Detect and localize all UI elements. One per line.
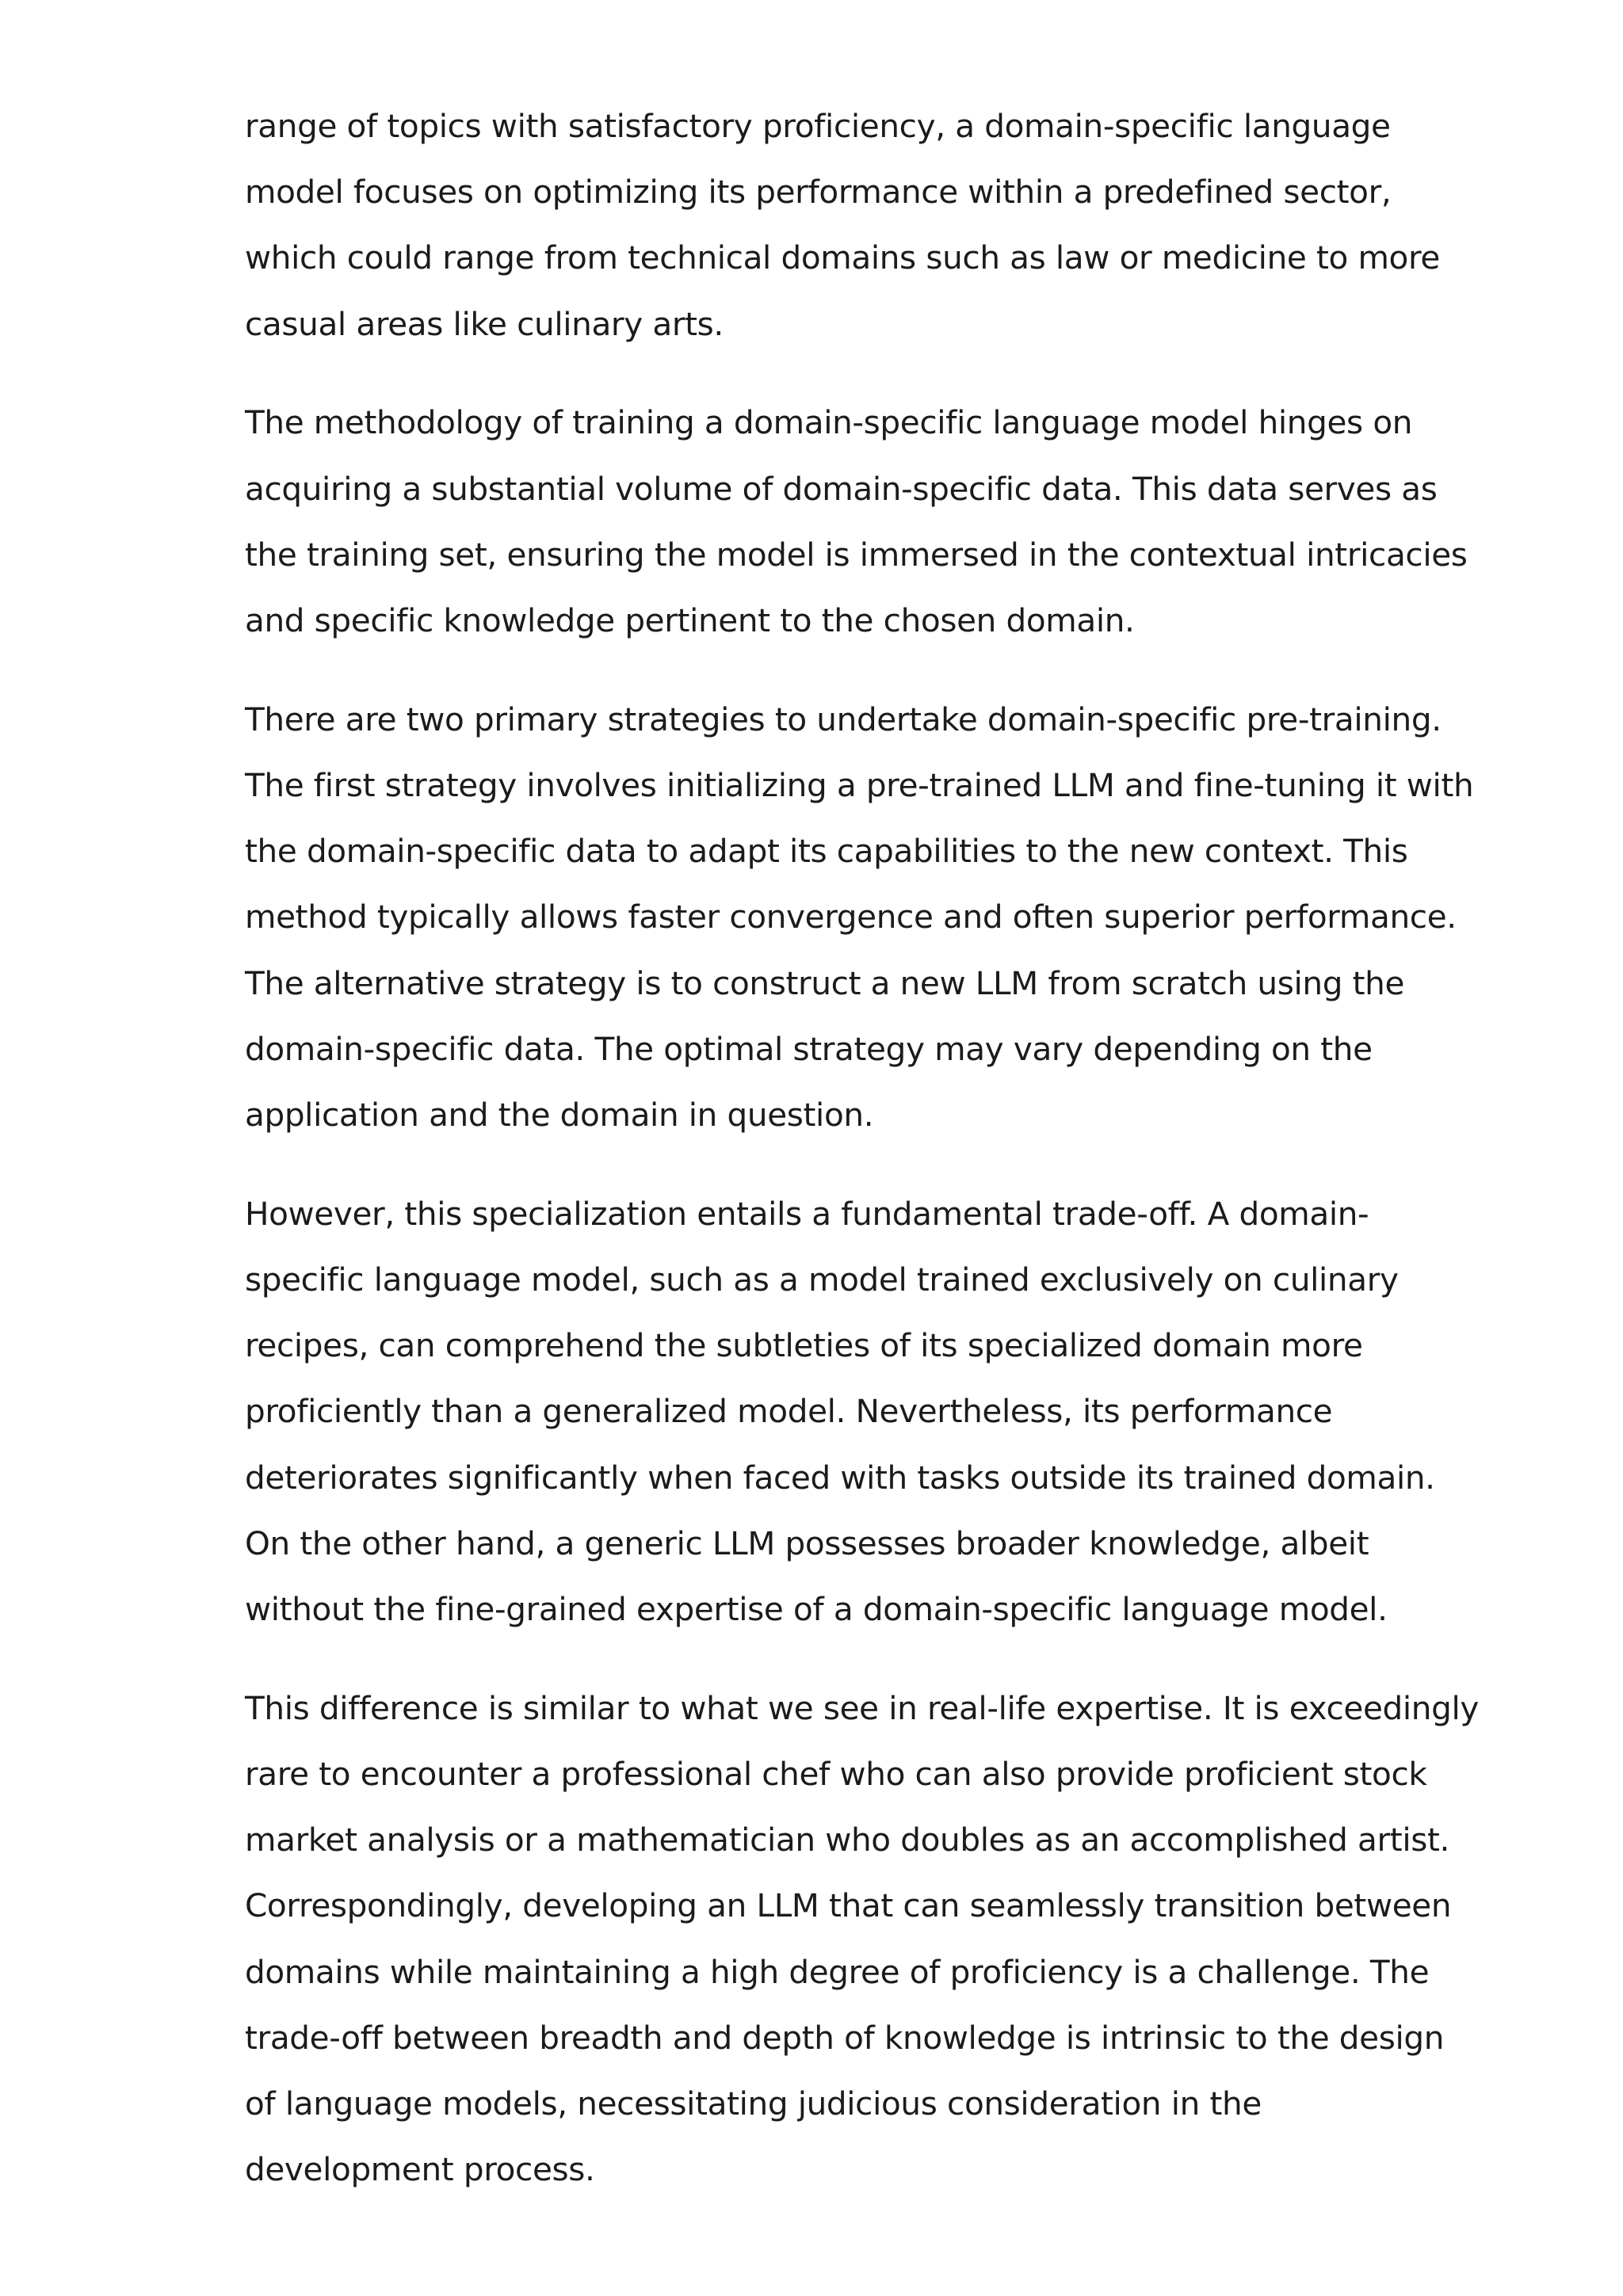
text-line: The first strategy involves initializing a pre-trained LLM and fine-tuning it with [245, 766, 1474, 805]
text-line: range of topics with satisfactory proficiency, a domain-specific language [245, 107, 1391, 145]
text-line: market analysis or a mathematician who doubles as an accomplished artist. [245, 1821, 1450, 1859]
text-line: without the fine-grained expertise of a domain-specific language model. [245, 1590, 1388, 1629]
text-line: acquiring a substantial volume of domain-specific data. This data serves as [245, 469, 1438, 508]
paragraph-real-life-expertise [245, 1676, 1479, 2203]
text-line: This difference is similar to what we see in real-life expertise. It is exceedingly [245, 1688, 1479, 1727]
text-line: The methodology of training a domain-specific language model hinges on [245, 403, 1413, 442]
text-line: trade-off between breadth and depth of knowledge is intrinsic to the design [245, 2018, 1445, 2057]
text-line: application and the domain in question. [245, 1096, 874, 1135]
text-line: casual areas like culinary arts. [245, 304, 724, 343]
paragraph-pretraining-strategies [245, 687, 1474, 1148]
text-line: method typically allows faster convergence and often superior performance. [245, 898, 1457, 936]
text-line: There are two primary strategies to undertake domain-specific pre-training. [245, 700, 1442, 738]
text-line: recipes, can comprehend the subtleties of its specialized domain more [245, 1326, 1363, 1365]
text-line: specific language model, such as a model trained exclusively on culinary [245, 1261, 1399, 1299]
paragraph-training-methodology [245, 390, 1468, 654]
text-line: of language models, necessitating judicious consideration in the [245, 2084, 1262, 2123]
text-line: proficiently than a generalized model. Nevertheless, its performance [245, 1392, 1333, 1431]
paragraph-specialization-tradeoff [245, 1181, 1434, 1642]
text-line: and specific knowledge pertinent to the chosen domain. [245, 601, 1135, 640]
text-line: which could range from technical domains such as law or medicine to more [245, 238, 1440, 277]
text-line: rare to encounter a professional chef who can also provide proficient stock [245, 1755, 1427, 1794]
text-line: domain-specific data. The optimal strategy may vary depending on the [245, 1029, 1373, 1068]
document-body [245, 93, 1479, 2236]
text-line: model focuses on optimizing its performance within a predefined sector, [245, 173, 1392, 212]
text-line: On the other hand, a generic LLM possesses broader knowledge, albeit [245, 1524, 1369, 1562]
paragraph-domain-specific-intro [245, 93, 1440, 357]
text-line: the domain-specific data to adapt its capabilities to the new context. This [245, 832, 1408, 871]
text-line: The alternative strategy is to construct a new LLM from scratch using the [245, 963, 1405, 1002]
text-line: development process. [245, 2150, 595, 2189]
text-line: the training set, ensuring the model is immersed in the contextual intricacies [245, 535, 1468, 574]
text-line: Correspondingly, developing an LLM that can seamlessly transition between [245, 1886, 1452, 1925]
text-line: domains while maintaining a high degree of proficiency is a challenge. The [245, 1952, 1430, 1991]
text-line: deteriorates significantly when faced with tasks outside its trained domain. [245, 1458, 1435, 1497]
text-line: However, this specialization entails a fundamental trade-off. A domain- [245, 1194, 1369, 1233]
